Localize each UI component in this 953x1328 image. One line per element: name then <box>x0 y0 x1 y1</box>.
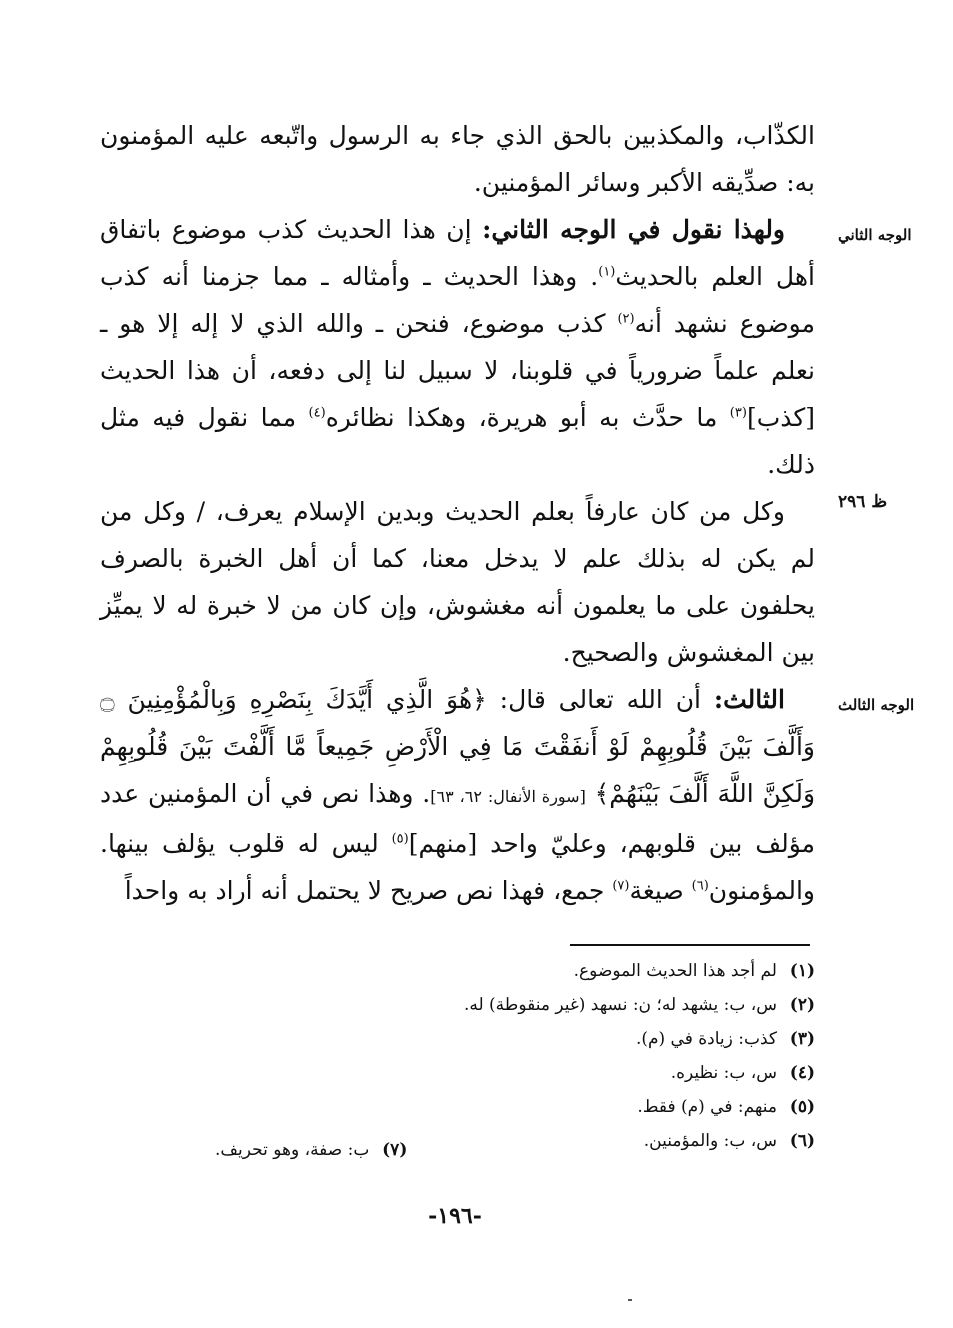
paragraph-2-text-e: مما نقول فيه مثل ذلك. <box>100 403 815 479</box>
footnote-number: (٤) <box>789 1063 815 1083</box>
paragraph-4-text-c: ليس له قلوب يؤلف بينها. والمؤمنون <box>100 829 815 905</box>
footnote-ref-5: (٥) <box>391 831 409 847</box>
paragraph-4-text-d: صيغة <box>629 876 692 905</box>
footnote-5 <box>440 1090 815 1124</box>
footnote-number: (٥) <box>789 1097 815 1117</box>
footnote-number: (٢) <box>789 995 815 1015</box>
footnote-3 <box>440 1022 815 1056</box>
footnote-ref-1: (١) <box>598 264 616 280</box>
paragraph-4-text-e: جمع، فهذا نص صريح لا يحتمل أنه أراد به واحداً <box>124 876 613 905</box>
paragraph-4-text-b: . وهذا نص في أن المؤمنين عدد مؤلف بين قلوبهم، وعليّ واحد [منهم] <box>100 779 815 858</box>
paragraph-4-lead: الثالث: <box>713 685 785 714</box>
footnote-ref-3: (٣) <box>729 405 747 421</box>
main-text <box>100 112 815 914</box>
footnote-6 <box>440 1124 815 1158</box>
footnotes <box>440 954 815 1158</box>
paragraph-4 <box>100 676 815 914</box>
footnote-ref-4: (٤) <box>308 405 326 421</box>
paragraph-2-text-b: . وهذا الحديث ـ وأمثاله ـ مما جزمنا أنه كذب موضوع نشهد أنه <box>100 262 815 338</box>
footnote-text: كذب: زيادة في (م). <box>635 1029 777 1049</box>
footnote-text: ب: صفة، وهو تحريف. <box>215 1140 370 1160</box>
footnote-text: س، ب: نظيره. <box>670 1063 777 1083</box>
footnote-text: لم أجد هذا الحديث الموضوع. <box>573 961 777 981</box>
footnote-text: منهم: في (م) فقط. <box>637 1097 777 1117</box>
paragraph-2-text-a: إن هذا الحديث كذب موضوع باتفاق أهل العلم بالحديث <box>100 215 815 291</box>
footnote-number: (١) <box>789 961 815 981</box>
paragraph-2-lead: ولهذا نقول في الوجه الثاني: <box>482 215 786 244</box>
footnote-text: س، ب: يشهد له؛ ن: نسهد (غير منقوطة) له. <box>463 995 777 1015</box>
paragraph-1-text: الكذّاب، والمكذبين بالحق الذي جاء به الرسول واتّبعه عليه المؤمنون به: صدِّيقه الأكبر وسائر المؤمنين. <box>100 121 815 197</box>
page-number: -١٩٦- <box>428 1203 482 1229</box>
footnote-separator <box>570 944 810 946</box>
footnote-7 <box>215 1133 407 1167</box>
margin-note-second-aspect: الوجه الثاني <box>838 226 912 244</box>
paragraph-2-text-d: ما حدَّث به أبو هريرة، وهكذا نظائره <box>325 403 730 432</box>
footnote-text: س، ب: والمؤمنين. <box>643 1131 777 1151</box>
scan-speck <box>628 1299 632 1301</box>
footnote-number: (٣) <box>789 1029 815 1049</box>
footnote-ref-2: (٢) <box>617 311 635 327</box>
footnote-4 <box>440 1056 815 1090</box>
footnote-ref-6: (٦) <box>691 878 709 894</box>
paragraph-1 <box>100 112 815 206</box>
paragraph-2-text-c: كذب موضوع، فنحن ـ والله الذي لا إله إلا هو ـ نعلم علماً ضرورياً في قلوبنا، لا سبيل لنا إلى دفعه، أن هذا الحديث [كذب] <box>100 309 816 432</box>
footnote-1 <box>440 954 815 988</box>
paragraph-3-text: وكل من كان عارفاً بعلم الحديث وبدين الإسلام يعرف، / وكل من لم يكن له بذلك علم لا يدخل معنا، كما أن أهل الخبرة بالصرف يحلفون على ما يعلمون أنه مغشوش، وإن كان من لا خبرة له لا يميِّز بين المغشوش والصحيح. <box>100 497 815 667</box>
quran-reference: [سورة الأنفال: ٦٢، ٦٣] <box>430 787 586 806</box>
footnote-number: (٦) <box>789 1131 815 1151</box>
footnote-ref-7: (٧) <box>612 878 630 894</box>
paragraph-4-text-a: أن الله تعالى قال: ﴿هُوَ الَّذِي أَيَّدَكَ بِنَصْرِهِ وَبِالْمُؤْمِنِينَ ۝ وَأَلَّفَ بَيْنَ قُلُوبِهِمْ لَوْ أَنفَقْتَ مَا فِي الْأَرْضِ جَمِيعاً مَّا أَلَّفْتَ بَيْنَ قُلُوبِهِمْ وَلَكِنَّ اللَّهَ أَلَّفَ بَيْنَهُمْ﴾ <box>100 685 816 808</box>
footnote-2 <box>440 988 815 1022</box>
margin-note-folio: ظ ٢٩٦ <box>838 492 888 512</box>
footnote-number: (٧) <box>382 1140 408 1160</box>
paragraph-2 <box>100 206 815 488</box>
margin-note-third-aspect: الوجه الثالث <box>838 696 915 714</box>
paragraph-3 <box>100 488 815 676</box>
